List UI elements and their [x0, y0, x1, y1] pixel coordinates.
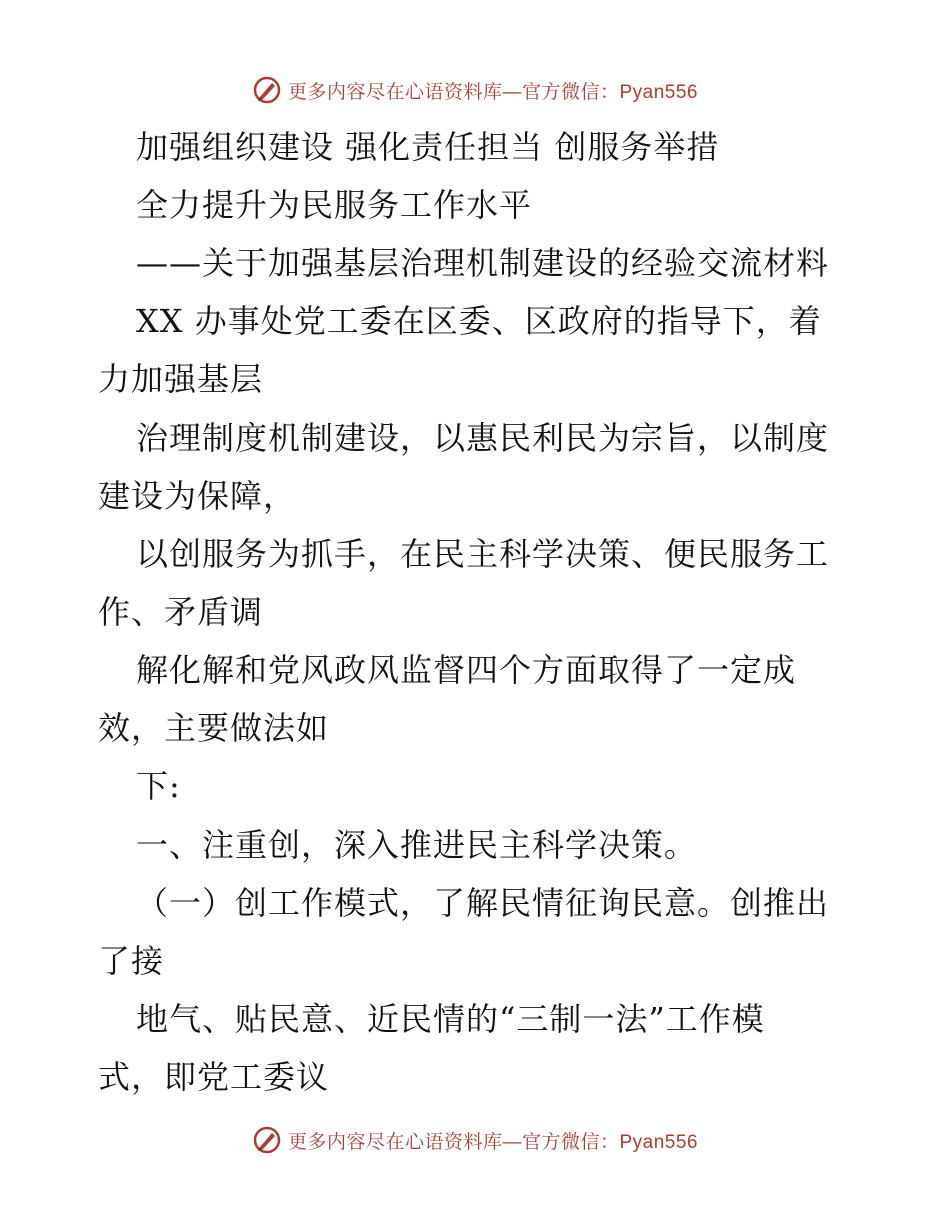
paragraph-line: （一）创工作模式，了解民情征询民意。创推出: [136, 884, 830, 922]
paragraph-line: 效，主要做法如: [98, 709, 330, 747]
paragraph-line: 作、矛盾调: [98, 593, 264, 631]
paragraph-line: 了接: [98, 942, 165, 980]
section-heading: 一、注重创，深入推进民主科学决策。: [136, 826, 698, 864]
pen-seal-logo-icon: [252, 75, 282, 105]
banner-text: 更多内容尽在心语资料库—官方微信：Pyan556: [287, 81, 698, 103]
paragraph-line: 解化解和党风政风监督四个方面取得了一定成: [136, 651, 797, 689]
pen-seal-logo-icon: [252, 1125, 282, 1155]
header-banner: [0, 70, 950, 110]
paragraph-line: XX 办事处党工委在区委、区政府的指导下，着: [136, 302, 822, 340]
title-line-1: 加强组织建设 强化责任担当 创服务举措: [136, 128, 720, 166]
subtitle-line: ——关于加强基层治理机制建设的经验交流材料: [136, 244, 830, 282]
footer-banner: [0, 1120, 950, 1160]
paragraph-line: 式，即党工委议: [98, 1058, 330, 1096]
paragraph-line: 下:: [136, 767, 181, 805]
paragraph-line: 治理制度机制建设，以惠民利民为宗旨，以制度: [136, 419, 830, 457]
banner-text: 更多内容尽在心语资料库—官方微信：Pyan556: [287, 1131, 698, 1153]
paragraph-line: 以创服务为抓手，在民主科学决策、便民服务工: [136, 535, 830, 573]
paragraph-line: 建设为保障，: [98, 477, 297, 515]
title-line-2: 全力提升为民服务工作水平: [136, 186, 533, 224]
paragraph-line: 力加强基层: [98, 360, 264, 398]
paragraph-line: 地气、贴民意、近民情的“三制一法”工作模: [136, 1000, 765, 1038]
